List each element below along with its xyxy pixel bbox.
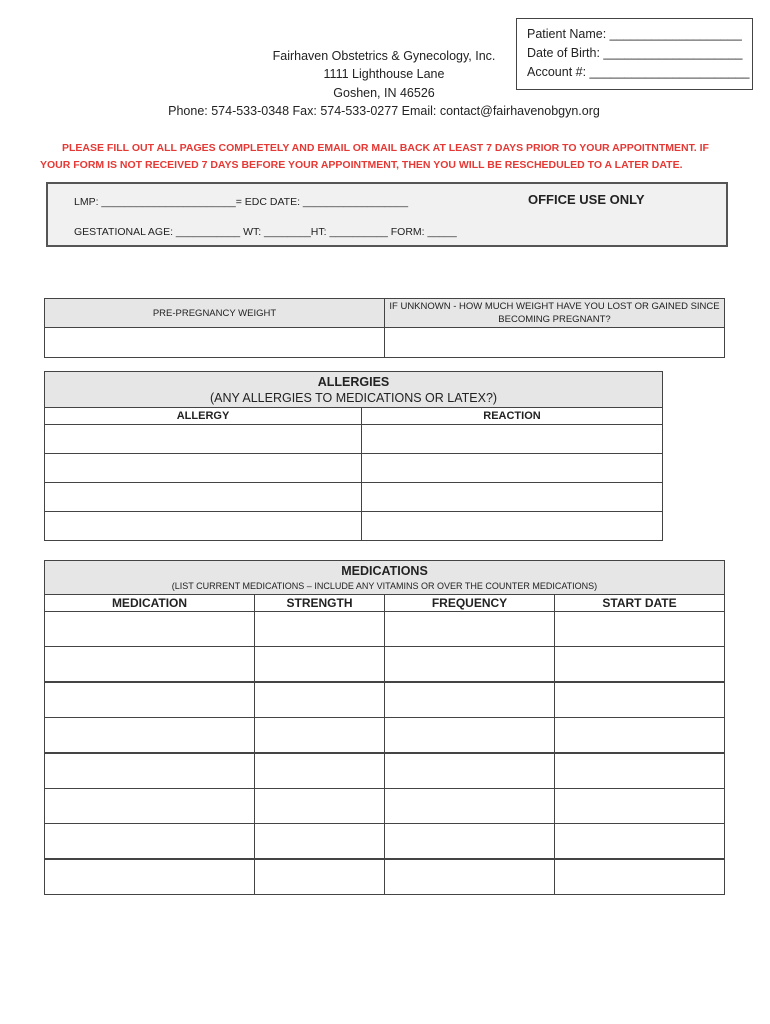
strength-input-cell[interactable]: [254, 823, 385, 859]
strength-input-cell[interactable]: [254, 859, 385, 895]
frequency-input-cell[interactable]: [384, 682, 555, 718]
reaction-column-header: [361, 407, 663, 425]
office-use-box: [46, 182, 728, 247]
frequency-input-cell[interactable]: [384, 859, 555, 895]
medication-input-cell[interactable]: [44, 611, 255, 647]
start-date-input-cell[interactable]: [554, 717, 725, 753]
start-date-input-cell[interactable]: [554, 753, 725, 789]
weight-change-input[interactable]: [384, 327, 725, 358]
medication-column-label: MEDICATION: [111, 596, 188, 610]
allergy-input-cell[interactable]: [44, 482, 362, 512]
allergy-input-cell[interactable]: [44, 511, 362, 541]
gestational-line: GESTATIONAL AGE: ___________ WT: ________HT: __________ FORM: _____: [74, 226, 457, 238]
medication-input-cell[interactable]: [44, 753, 255, 789]
strength-column-label: STRENGTH: [286, 596, 353, 610]
start-date-input-cell[interactable]: [554, 859, 725, 895]
allergy-input-cell[interactable]: [44, 453, 362, 483]
strength-column-header: [254, 594, 385, 612]
frequency-input-cell[interactable]: [384, 823, 555, 859]
reaction-input-cell[interactable]: [361, 511, 663, 541]
practice-name: Fairhaven Obstetrics & Gynecology, Inc.: [272, 49, 496, 63]
weight-change-label: IF UNKNOWN - HOW MUCH WEIGHT HAVE YOU LOST OR GAINED SINCE BECOMING PREGNANT?: [389, 301, 720, 325]
reaction-input-cell[interactable]: [361, 453, 663, 483]
frequency-column-header: [384, 594, 555, 612]
pre-pregnancy-weight-header: [44, 298, 385, 328]
pre-pregnancy-weight-label: PRE-PREGNANCY WEIGHT: [152, 307, 277, 319]
practice-city: Goshen, IN 46526: [333, 86, 435, 100]
practice-street: 1111 Lighthouse Lane: [323, 67, 445, 81]
pre-pregnancy-weight-input[interactable]: [44, 327, 385, 358]
allergies-header: [44, 371, 663, 408]
start-date-input-cell[interactable]: [554, 788, 725, 824]
medication-input-cell[interactable]: [44, 646, 255, 682]
notice-line-1: PLEASE FILL OUT ALL PAGES COMPLETELY AND EMAIL OR MAIL BACK AT LEAST 7 DAYS PRIOR TO YOUR APPOITNTMENT. IF: [62, 142, 709, 154]
start-date-input-cell[interactable]: [554, 646, 725, 682]
reaction-input-cell[interactable]: [361, 482, 663, 512]
medication-input-cell[interactable]: [44, 717, 255, 753]
office-use-title: OFFICE USE ONLY: [528, 192, 645, 207]
start-date-column-header: [554, 594, 725, 612]
frequency-column-label: FREQUENCY: [431, 596, 508, 610]
start-date-input-cell[interactable]: [554, 682, 725, 718]
notice-line-2: YOUR FORM IS NOT RECEIVED 7 DAYS BEFORE YOUR APPOINTMENT, THEN YOU WILL BE RESCHEDULED TO A LATER DATE.: [40, 159, 683, 171]
medications-subtitle: (LIST CURRENT MEDICATIONS – INCLUDE ANY VITAMINS OR OVER THE COUNTER MEDICATIONS): [171, 581, 598, 591]
strength-input-cell[interactable]: [254, 753, 385, 789]
patient-name-field[interactable]: Patient Name: ___________________: [527, 27, 742, 41]
frequency-input-cell[interactable]: [384, 646, 555, 682]
medications-title: MEDICATIONS: [341, 564, 428, 578]
strength-input-cell[interactable]: [254, 788, 385, 824]
start-date-input-cell[interactable]: [554, 611, 725, 647]
frequency-input-cell[interactable]: [384, 788, 555, 824]
medication-column-header: [44, 594, 255, 612]
reaction-input-cell[interactable]: [361, 424, 663, 454]
weight-change-header: [384, 298, 725, 328]
allergy-column-label: ALLERGY: [176, 410, 230, 422]
allergy-column-header: [44, 407, 362, 425]
frequency-input-cell[interactable]: [384, 717, 555, 753]
start-date-column-label: START DATE: [602, 596, 677, 610]
lmp-edc-line: LMP: _______________________= EDC DATE: __________________: [74, 196, 409, 208]
strength-input-cell[interactable]: [254, 646, 385, 682]
medication-input-cell[interactable]: [44, 788, 255, 824]
strength-input-cell[interactable]: [254, 682, 385, 718]
medications-header: [44, 560, 725, 595]
account-number-field[interactable]: Account #: _______________________: [527, 65, 750, 79]
strength-input-cell[interactable]: [254, 717, 385, 753]
medication-input-cell[interactable]: [44, 682, 255, 718]
allergies-subtitle: (ANY ALLERGIES TO MEDICATIONS OR LATEX?): [209, 391, 498, 405]
frequency-input-cell[interactable]: [384, 753, 555, 789]
reaction-column-label: REACTION: [483, 410, 541, 422]
frequency-input-cell[interactable]: [384, 611, 555, 647]
allergy-input-cell[interactable]: [44, 424, 362, 454]
allergies-title: ALLERGIES: [317, 375, 390, 389]
practice-contact: Phone: 574-533-0348 Fax: 574-533-0277 Email: contact@fairhavenobgyn.org: [168, 104, 600, 118]
date-of-birth-field[interactable]: Date of Birth: ____________________: [527, 46, 743, 60]
start-date-input-cell[interactable]: [554, 823, 725, 859]
strength-input-cell[interactable]: [254, 611, 385, 647]
medication-input-cell[interactable]: [44, 859, 255, 895]
medication-input-cell[interactable]: [44, 823, 255, 859]
